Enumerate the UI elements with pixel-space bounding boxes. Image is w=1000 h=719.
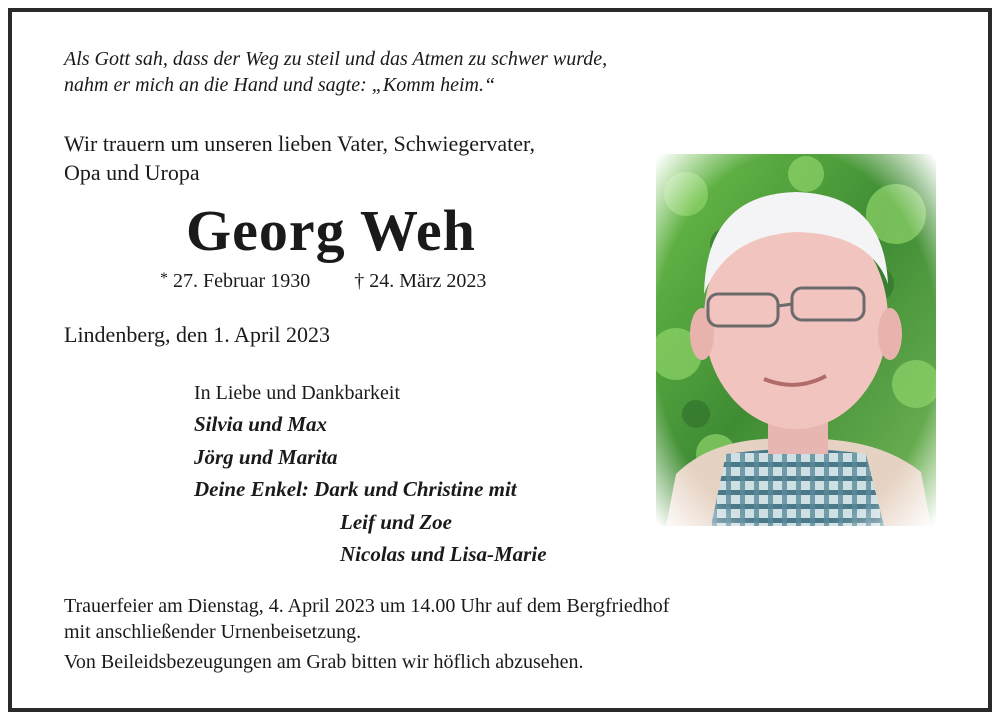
- intro-line-2: Opa und Uropa: [64, 160, 200, 185]
- ceremony-info: [64, 593, 669, 645]
- ceremony-line-1: Trauerfeier am Dienstag, 4. April 2023 um 14.00 Uhr auf dem Bergfriedhof: [64, 595, 670, 617]
- death-date: 24. März 2023: [369, 270, 487, 292]
- closing-note: Von Beileidsbezeugungen am Grab bitten wir höflich abzusehen.: [64, 651, 584, 673]
- birth-date: 27. Februar 1930: [173, 270, 311, 292]
- signatures-intro: In Liebe und Dankbarkeit: [194, 382, 401, 404]
- signature-grandchildren-2: Leif und Zoe: [340, 510, 452, 534]
- birth-symbol: *: [160, 270, 168, 287]
- signature-family-2: Jörg und Marita: [194, 445, 338, 469]
- death-symbol: †: [354, 270, 365, 292]
- signature-grandchildren: Deine Enkel: Dark und Christine mit: [194, 477, 517, 501]
- portrait-photo: [656, 154, 936, 526]
- ceremony-line-2: mit anschließender Urnenbeisetzung.: [64, 621, 362, 643]
- deceased-name: Georg Weh: [186, 198, 476, 263]
- life-dates: [160, 266, 486, 294]
- signature-grandchildren-3: Nicolas und Lisa-Marie: [340, 542, 547, 566]
- quote: [64, 46, 607, 98]
- signature-family-1: Silvia und Max: [194, 412, 328, 436]
- quote-line-2: nahm er mich an die Hand und sagte: „Komm heim.“: [64, 74, 496, 96]
- intro-line-1: Wir trauern um unseren lieben Vater, Schwiegervater,: [64, 131, 535, 156]
- quote-line-1: Als Gott sah, dass der Weg zu steil und das Atmen zu schwer wurde,: [64, 48, 608, 70]
- place-date: Lindenberg, den 1. April 2023: [64, 322, 330, 347]
- intro-text: [64, 129, 535, 187]
